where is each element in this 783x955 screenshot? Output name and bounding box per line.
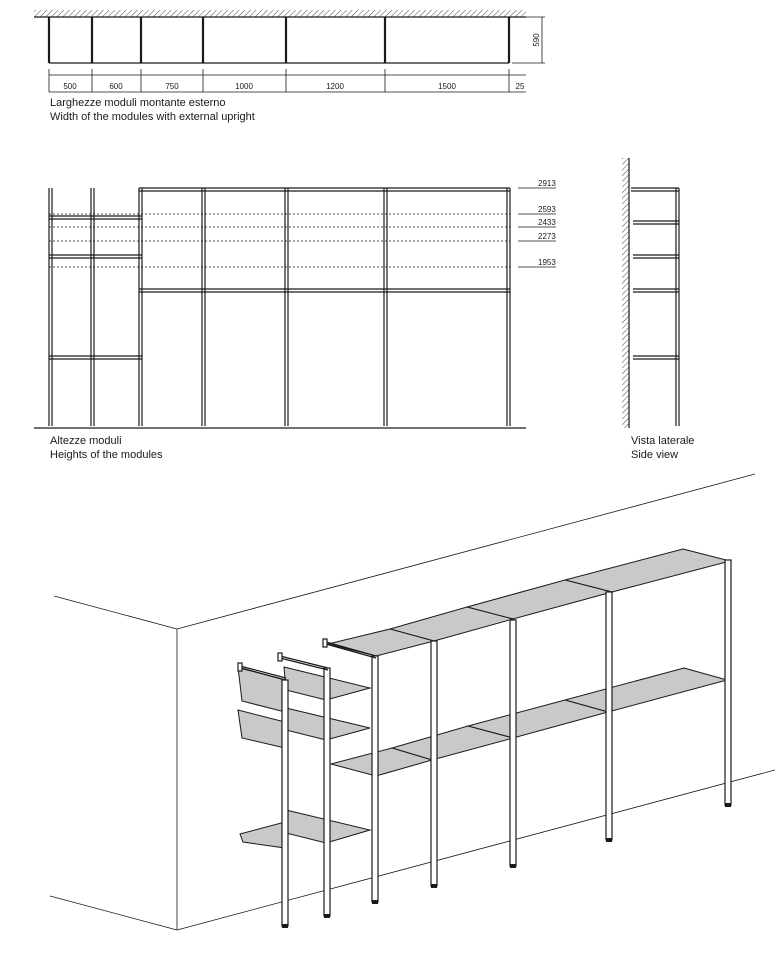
height-1953: 1953 (538, 258, 556, 267)
width-end-25: 25 (515, 82, 525, 91)
side-wall-hatch (622, 158, 629, 428)
width-1000: 1000 (235, 82, 253, 91)
module-widths-caption-en: Width of the modules with external upright (50, 111, 255, 123)
post-feet (282, 803, 731, 928)
height-2433: 2433 (538, 218, 556, 227)
top-view-uprights (49, 17, 509, 63)
height-2593: 2593 (538, 205, 556, 214)
width-1500: 1500 (438, 82, 456, 91)
module-heights-caption-it: Altezze moduli (50, 435, 122, 447)
width-750: 750 (165, 82, 179, 91)
perspective-view (50, 474, 775, 930)
width-600: 600 (109, 82, 123, 91)
front-view-uprights (49, 188, 510, 426)
ceiling-hatch (34, 10, 526, 17)
module-heights-view (34, 179, 556, 461)
side-view-caption-it: Vista laterale (631, 435, 695, 447)
depth-dimension: 590 (532, 33, 541, 47)
width-1200: 1200 (326, 82, 344, 91)
side-view-caption-en: Side view (631, 449, 679, 461)
height-2273: 2273 (538, 232, 556, 241)
width-500: 500 (63, 82, 77, 91)
module-widths-caption-it: Larghezze moduli montante esterno (50, 97, 226, 109)
side-view (622, 158, 694, 461)
room-walls (50, 474, 775, 930)
module-widths-view (34, 10, 545, 123)
shelves (238, 549, 730, 848)
module-heights-caption-en: Heights of the modules (50, 449, 163, 461)
height-2913: 2913 (538, 179, 556, 188)
